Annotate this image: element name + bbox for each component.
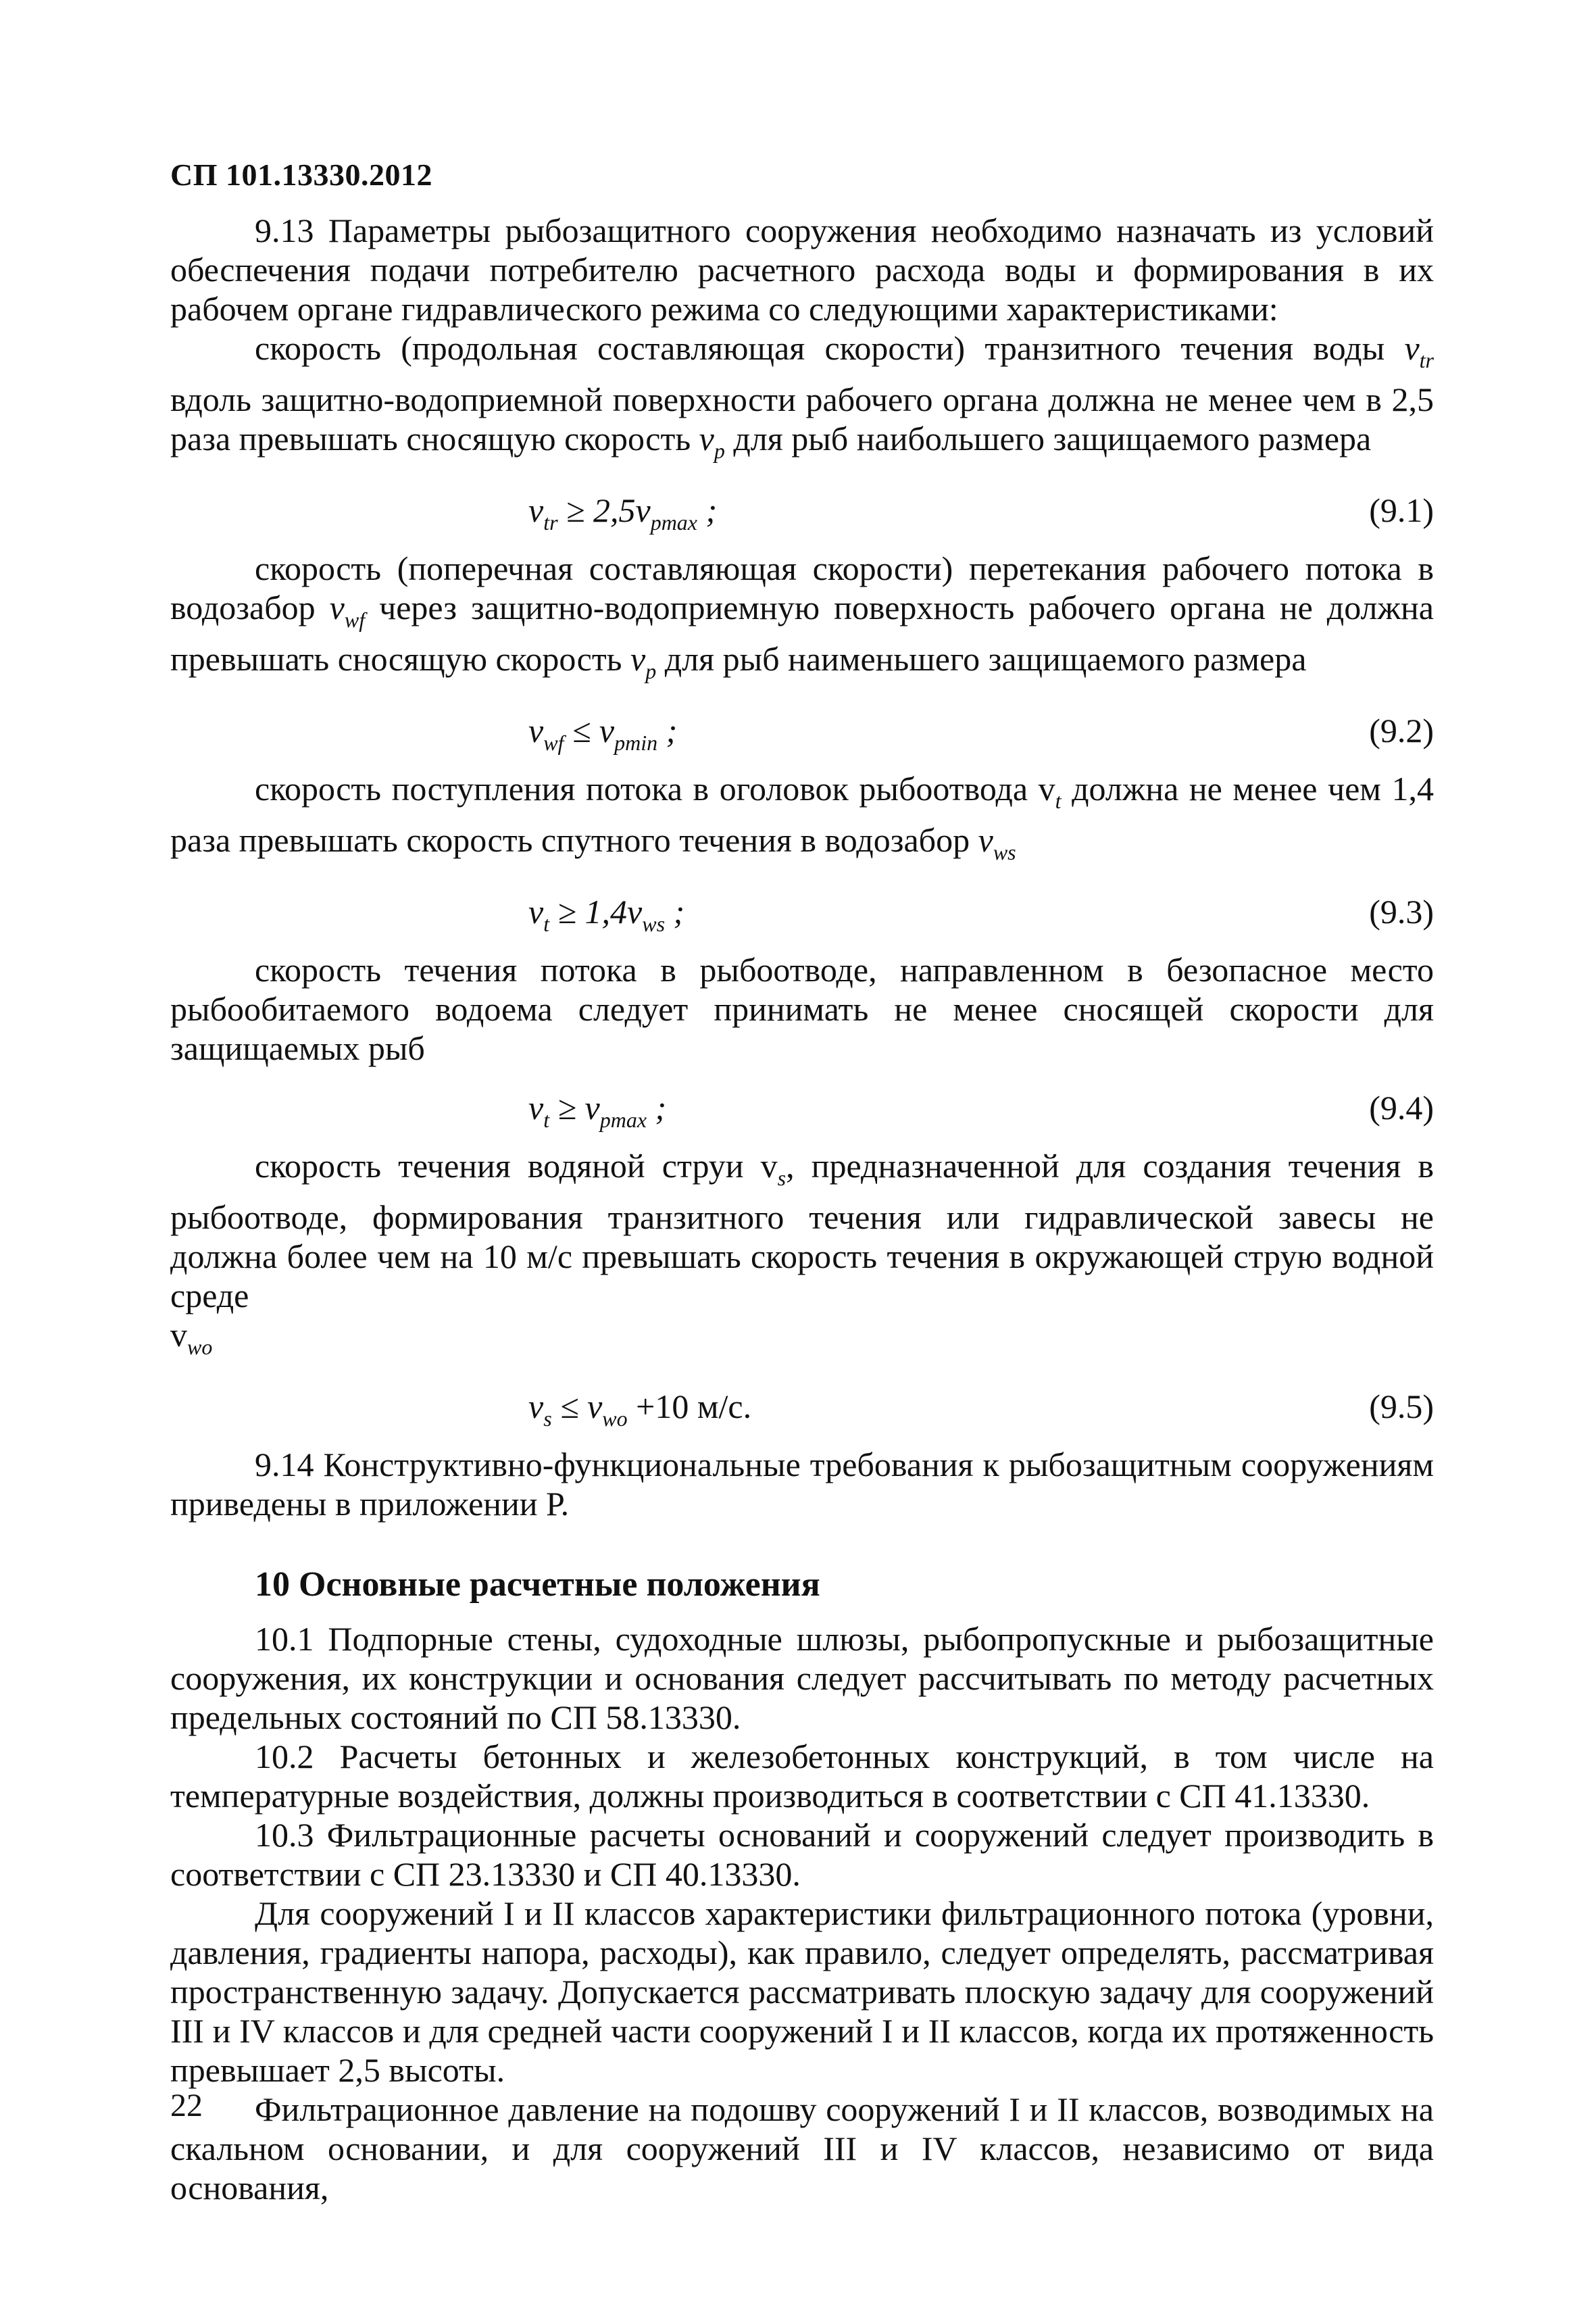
document-body [170,211,1434,2207]
formula-number: (9.3) [1369,893,1434,931]
formula-9-3 [170,872,1434,950]
formula-9-4 [170,1068,1434,1146]
formula-9-5 [170,1367,1434,1445]
paragraph-crossflow-velocity: скорость (поперечная составляющая скорости) перетекания рабочего потока в водозабор $v_{wf}$ через защитно-водоприемную поверхность рабочего органа не должна превышать сносящую скорость $v_p$ для рыб наименьшего защищаемого размера [170,549,1434,683]
formula-number: (9.2) [1369,712,1434,749]
formula-expression: $v_{wf} \le v_{pmin}$ ; [528,712,678,755]
paragraph-inlet-velocity: скорость поступления потока в оголовок рыбоотвода $v_t$ должна не менее чем 1,4 раза превышать скорость спутного течения в водозабор $v_{ws}$ [170,770,1434,864]
paragraph-9-14: 9.14 Конструктивно-функциональные требования к рыбозащитным сооружениям приведены в приложении Р. [170,1446,1434,1523]
section-heading-10: 10 Основные расчетные положения [255,1565,820,1604]
formula-expression: $v_s \le v_{wo} +10$ м/с. [528,1387,752,1431]
paragraph-filtration-classes: Для сооружений I и II классов характеристики фильтрационного потока (уровни, давления, градиенты напора, расходы), как правило, следует определять, рассматривая пространственную задачу. Допускается рассматривать плоскую задачу для сооружений III и IV классов и для средней части сооружений I и II классов, когда их протяженность превышает 2,5 высоты. [170,1894,1434,2089]
page-number: 22 [170,2088,203,2123]
paragraph-10-2: 10.2 Расчеты бетонных и железобетонных конструкций, в том числе на температурные воздействия, должны производиться в соответствии с СП 41.13330. [170,1738,1434,1815]
formula-9-1 [170,470,1434,549]
formula-number: (9.1) [1369,491,1434,529]
formula-9-2 [170,691,1434,769]
paragraph-jet-velocity-end: $v_{wo}$ [170,1316,213,1359]
paragraph-10-3: 10.3 Фильтрационные расчеты оснований и сооружений следует производить в соответствии с СП 23.13330 и СП 40.13330. [170,1816,1434,1893]
paragraph-filtration-pressure: Фильтрационное давление на подошву сооружений I и II классов, возводимых на скальном основании, и для сооружений III и IV классов, независимо от вида основания, [170,2090,1434,2207]
paragraph-9-13: 9.13 Параметры рыбозащитного сооружения необходимо назначать из условий обеспечения подачи потребителю расчетного расхода воды и формирования в их рабочем органе гидравлического режима со следующими характеристиками: [170,212,1434,328]
paragraph-transit-velocity: скорость (продольная составляющая скорости) транзитного течения воды $v_{tr}$ вдоль защитно-водоприемной поверхности рабочего органа должна не менее чем в 2,5 раза превышать сносящую скорость $v_p$ для рыб наибольшего защищаемого размера [170,329,1434,463]
formula-expression: $v_t \ge 1,4v_{ws}$ ; [528,893,685,936]
formula-number: (9.5) [1369,1387,1434,1425]
formula-number: (9.4) [1369,1089,1434,1127]
formula-expression: $v_{tr} \ge 2,5v_{pmax}$ ; [528,491,718,535]
formula-expression: $v_t \ge v_{pmax}$ ; [528,1089,667,1132]
paragraph-jet-velocity: скорость течения водяной струи $v_s$, предназначенной для создания течения в рыбоотводе, формирования транзитного течения или гидравлической завесы не должна более чем на 10 м/с превышать скорость течения в окружающей струю водной среде [170,1147,1435,1314]
paragraph-10-1: 10.1 Подпорные стены, судоходные шлюзы, рыбопропускные и рыбозащитные сооружения, их конструкции и основания следует рассчитывать по методу расчетных предельных состояний по СП 58.13330. [170,1620,1434,1736]
paragraph-bypass-velocity: скорость течения потока в рыбоотводе, направленном в безопасное место рыбообитаемого водоема следует принимать не менее сносящей скорости для защищаемых рыб [170,951,1434,1067]
document-code: СП 101.13330.2012 [170,157,432,192]
